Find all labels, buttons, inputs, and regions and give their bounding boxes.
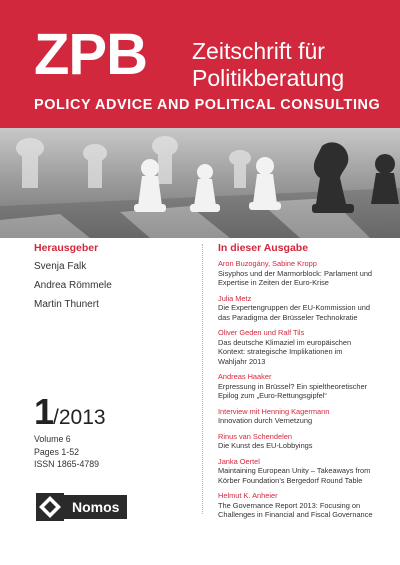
toc-item xyxy=(218,457,388,486)
editor-name: Svenja Falk xyxy=(34,261,87,272)
toc-title-line: Innovation durch Vernetzung xyxy=(218,416,313,425)
editors-heading: Herausgeber xyxy=(34,242,99,254)
chess-photo xyxy=(0,128,400,238)
toc-title-line: Die Expertengruppen der EU-Kommission und xyxy=(218,303,370,312)
editor-name: Martin Thunert xyxy=(34,299,99,310)
toc-title-line: Erpressung in Brüssel? Ein spieltheoretischer xyxy=(218,381,368,391)
chess-pieces-image xyxy=(0,128,400,238)
issue-volume: Volume 6 xyxy=(34,434,71,444)
toc-title-line: Körber Foundation’s Bergedorf Round Table xyxy=(218,475,363,485)
toc-title-line: Die Kunst des EU-Lobbyings xyxy=(218,441,313,450)
toc-title-line: Maintaining European Unity – Takeaways from xyxy=(218,466,371,475)
toc-title-line: Expertise in Zeiten der Euro-Krise xyxy=(218,278,329,287)
cover-header xyxy=(0,0,400,128)
publisher-name: Nomos xyxy=(64,495,127,519)
toc-author: Interview mit Henning Kagermann xyxy=(218,406,330,416)
editor-name: Andrea Römmele xyxy=(34,280,112,291)
toc-author: Rinus van Schendelen xyxy=(218,431,292,441)
toc-item xyxy=(218,294,388,323)
subtitle-line: Zeitschrift für xyxy=(192,38,325,64)
toc-title-line: Epilog zum „Euro-Rettungsgipfel“ xyxy=(218,391,327,400)
toc-title-line: Challenges in Financial and Fiscal Governance xyxy=(218,510,373,519)
issue-number-value: 1 xyxy=(34,391,54,432)
toc-item xyxy=(218,491,388,520)
toc-author: Andreas Haaker xyxy=(218,372,272,381)
toc-heading: In dieser Ausgabe xyxy=(218,242,309,254)
subtitle-line: Politikberatung xyxy=(192,65,345,91)
toc-item xyxy=(218,432,388,451)
toc-section xyxy=(218,240,388,526)
issue-year: /2013 xyxy=(53,406,106,429)
column-separator xyxy=(202,244,204,514)
publisher-logo xyxy=(36,492,127,522)
toc-item xyxy=(218,372,388,401)
issue-issn: ISSN 1865-4789 xyxy=(34,459,100,469)
toc-title-line: Wahljahr 2013 xyxy=(218,356,266,366)
toc-item xyxy=(218,407,388,426)
journal-tagline: POLICY ADVICE AND POLITICAL CONSULTING xyxy=(34,97,381,113)
toc-item xyxy=(218,259,388,288)
toc-title-line: Sisyphos und der Marmorblock: Parlament und xyxy=(218,268,373,278)
toc-item xyxy=(218,328,388,366)
nomos-mark-icon xyxy=(36,493,64,521)
issue-number xyxy=(34,391,106,433)
journal-subtitle xyxy=(192,38,344,92)
toc-title-line: The Governance Report 2013: Focusing on xyxy=(218,500,361,510)
toc-title-line: Kontext: strategische Implikationen im xyxy=(218,347,343,356)
issue-meta xyxy=(34,433,99,471)
issue-pages: Pages 1-52 xyxy=(34,446,79,457)
toc-title-line: das Paradigma der Brüsseler Technokratie xyxy=(218,312,358,322)
toc-author: Aron Buzogány, Sabine Kropp xyxy=(218,259,317,268)
toc-author: Oliver Geden und Ralf Tils xyxy=(218,328,305,337)
toc-title-line: Das deutsche Klimaziel im europäischen xyxy=(218,337,352,347)
toc-author: Helmut K. Anheier xyxy=(218,491,278,500)
toc-author: Janka Oertel xyxy=(218,456,260,466)
journal-logo: ZPB xyxy=(34,22,147,87)
editors-section xyxy=(34,240,194,311)
toc-author: Julia Metz xyxy=(218,293,252,303)
